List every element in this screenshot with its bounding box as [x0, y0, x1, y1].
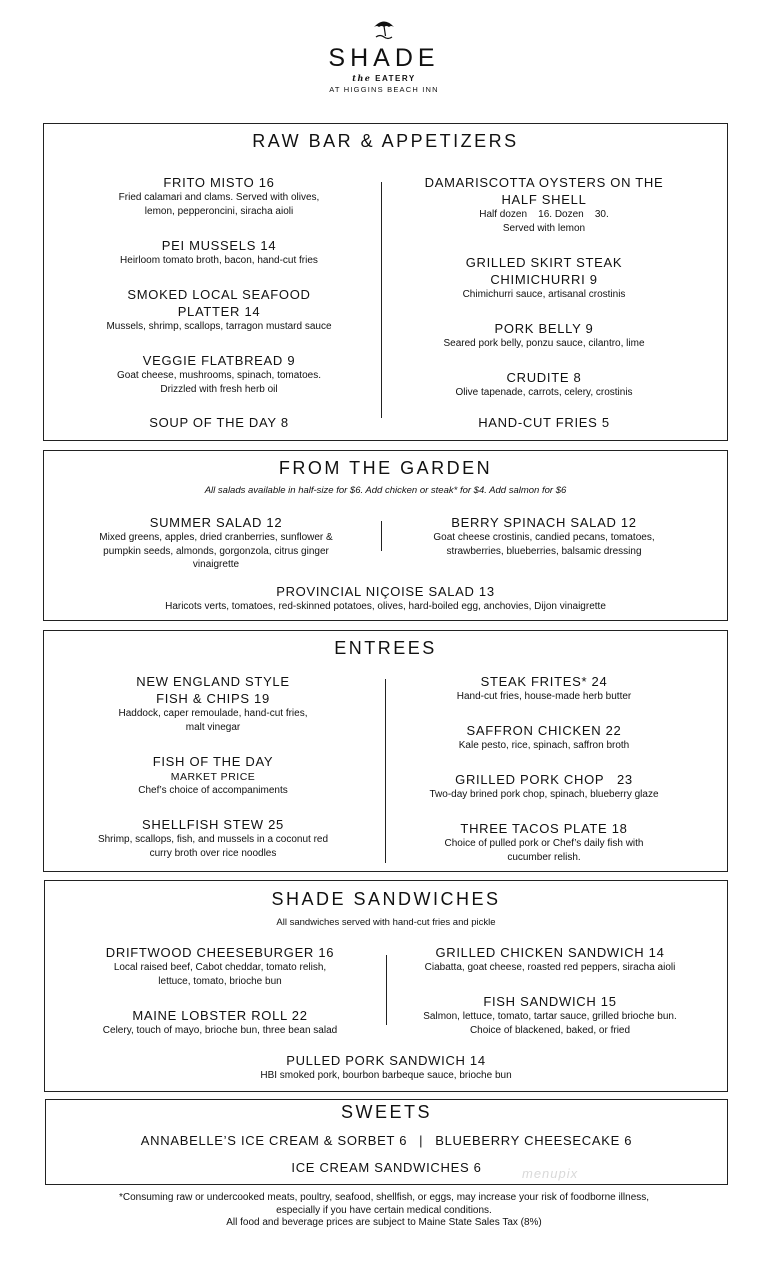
menu-item: VEGGIE FLATBREAD 9 Goat cheese, mushrooms, spinach, tomatoes. Drizzled with fresh herb oil — [117, 353, 321, 395]
brand-location: AT HIGGINS BEACH INN — [329, 85, 439, 94]
menu-item: PORK BELLY 9 Seared pork belly, ponzu sauce, cilantro, lime — [443, 321, 645, 349]
section-title: FROM THE GARDEN — [278, 458, 493, 478]
menu-item: HAND-CUT FRIES 5 — [478, 415, 610, 430]
menu-item: DAMARISCOTTA OYSTERS ON THE HALF SHELL Half dozen 16. Dozen 30. Served with lemon — [424, 175, 664, 234]
section-title: RAW BAR & APPETIZERS — [252, 131, 519, 151]
menu-item: PROVINCIAL NIÇOISE SALAD 13 Haricots verts, tomatoes, red-skinned potatoes, olives, hard-boiled egg, anchovies, Dijon vinaigrette — [165, 584, 606, 612]
separator: | — [419, 1133, 424, 1148]
sweets-row — [46, 1133, 727, 1148]
section-title: SWEETS — [340, 1102, 432, 1122]
menu-item: SAFFRON CHICKEN 22 Kale pesto, rice, spinach, saffron broth — [458, 723, 630, 751]
menu-item: SOUP OF THE DAY 8 — [149, 415, 289, 430]
menu-item: FISH SANDWICH 15 Salmon, lettuce, tomato, tartar sauce, grilled brioche bun. Choice of blackened, baked, or fried — [423, 994, 677, 1036]
section-title: SHADE SANDWICHES — [271, 889, 501, 909]
section-title: ENTREES — [334, 638, 437, 658]
entrees-section — [43, 630, 728, 872]
footer-disclaimer: *Consuming raw or undercooked meats, poultry, seafood, shellfish, or eggs, may increase your risk of foodborne illness, especially if you have certain medical conditions. All food and beverage prices are subject to Maine State Sales Tax (8%) — [118, 1192, 650, 1228]
menu-item: PEI MUSSELS 14 Heirloom tomato broth, bacon, hand-cut fries — [120, 238, 318, 266]
menu-item: MAINE LOBSTER ROLL 22 Celery, touch of mayo, brioche bun, three bean salad — [102, 1008, 338, 1036]
menu-header — [0, 18, 768, 96]
column-divider — [381, 182, 382, 418]
menu-item: GRILLED PORK CHOP 23 Two-day brined pork chop, spinach, blueberry glaze — [429, 772, 659, 800]
menu-item: FISH OF THE DAY MARKET PRICE Chef’s choice of accompaniments — [138, 754, 288, 796]
menu-item: FRITO MISTO 16 Fried calamari and clams. Served with olives, lemon, pepperoncini, siracha aioli — [118, 175, 320, 217]
section-note: All sandwiches served with hand-cut fries and pickle — [276, 917, 496, 928]
menu-item: GRILLED CHICKEN SANDWICH 14 Ciabatta, goat cheese, roasted red peppers, siracha aioli — [424, 945, 676, 973]
column-divider — [385, 679, 386, 863]
menu-item: BLUEBERRY CHEESECAKE 6 — [435, 1133, 633, 1148]
menu-item: DRIFTWOOD CHEESEBURGER 16 Local raised beef, Cabot cheddar, tomato relish, lettuce, tomato, brioche bun — [105, 945, 335, 987]
menu-item: SUMMER SALAD 12 Mixed greens, apples, dried cranberries, sunflower & pumpkin seeds, almonds, gorgonzola, citrus ginger vinaigrette — [99, 515, 333, 570]
menu-item: GRILLED SKIRT STEAK CHIMICHURRI 9 Chimichurri sauce, artisanal crostinis — [462, 255, 626, 300]
watermark: menupix — [522, 1166, 579, 1181]
menu-item: SHELLFISH STEW 25 Shrimp, scallops, fish, and mussels in a coconut red curry broth over rice noodles — [97, 817, 329, 859]
menu-item: ANNABELLE’S ICE CREAM & SORBET 6 — [140, 1133, 408, 1148]
menu-item: STEAK FRITES* 24 Hand-cut fries, house-made herb butter — [456, 674, 632, 702]
raw-bar-section — [43, 123, 728, 441]
menu-item: NEW ENGLAND STYLE FISH & CHIPS 19 Haddock, caper remoulade, hand-cut fries, malt vinegar — [118, 674, 308, 733]
menu-item: CRUDITE 8 Olive tapenade, carrots, celery, crostinis — [455, 370, 633, 398]
umbrella-icon — [372, 18, 396, 40]
brand-name: SHADE — [328, 44, 440, 72]
menu-item: THREE TACOS PLATE 18 Choice of pulled pork or Chef’s daily fish with cucumber relish. — [444, 821, 644, 863]
column-divider — [381, 521, 382, 551]
column-divider — [386, 955, 387, 1025]
garden-section — [43, 450, 728, 621]
menu-item: SMOKED LOCAL SEAFOOD PLATTER 14 Mussels, shrimp, scallops, tarragon mustard sauce — [106, 287, 332, 332]
menu-item: BERRY SPINACH SALAD 12 Goat cheese crostinis, candied pecans, tomatoes, strawberries, blueberries, balsamic dressing — [433, 515, 655, 557]
brand-subtitle: the EATERY — [352, 73, 416, 83]
sandwiches-section — [44, 880, 728, 1092]
menu-item: ICE CREAM SANDWICHES 6 — [291, 1160, 482, 1175]
sweets-section — [45, 1099, 728, 1185]
menu-item: PULLED PORK SANDWICH 14 HBI smoked pork, bourbon barbeque sauce, brioche bun — [260, 1053, 512, 1081]
section-note: All salads available in half-size for $6. Add chicken or steak* for $4. Add salmon for $6 — [204, 485, 567, 496]
